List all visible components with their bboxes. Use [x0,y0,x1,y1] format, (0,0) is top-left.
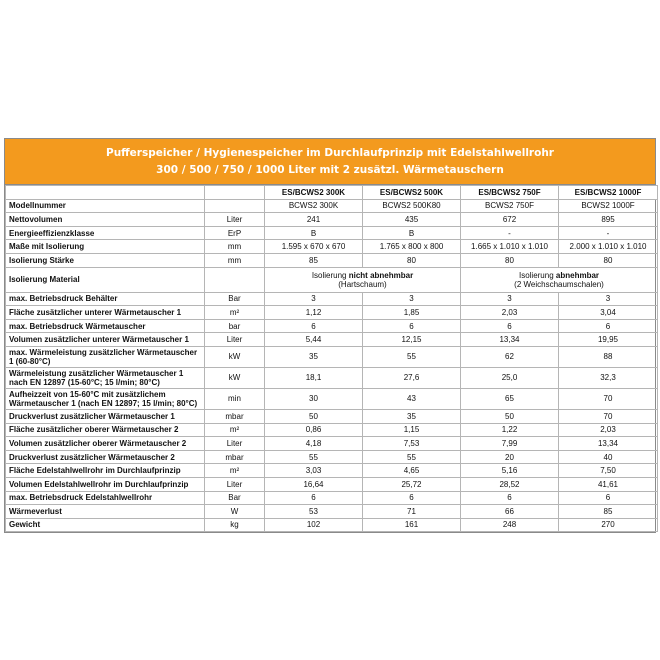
row-value: 7,99 [461,437,559,451]
row-value: 12,15 [363,333,461,347]
table-row [6,213,658,227]
row-label: Aufheizzeit von 15-60°C mit zusätzlichem Wärmetauscher 1 (nach EN 12897; 15 l/min; 80°C) [6,388,205,409]
row-unit: Bar [205,292,265,306]
isolation-fixed-prefix: Isolierung [311,270,349,280]
row-value: 2,03 [559,423,658,437]
table-row [6,253,658,267]
row-value: 1,12 [265,306,363,320]
isolation-removable-prefix: Isolierung [518,270,556,280]
row-value: 80 [363,253,461,267]
table-row [6,505,658,519]
header-empty-label [6,186,205,200]
isolation-removable-sub: (2 Weichschaumschalen) [514,279,604,289]
row-value: 6 [461,491,559,505]
row-value: 28,52 [461,477,559,491]
row-label: Druckverlust zusätzlicher Wärmetauscher 1 [6,409,205,423]
row-value: 55 [265,450,363,464]
row-value: 20 [461,450,559,464]
row-value: 1.595 x 670 x 670 [265,240,363,254]
table-row [6,518,658,532]
row-value: 55 [363,450,461,464]
header-empty-unit [205,186,265,200]
row-value: 71 [363,505,461,519]
row-value: BCWS2 1000F [559,199,658,213]
row-label: max. Betriebsdruck Edelstahlwellrohr [6,491,205,505]
row-value: 5,44 [265,333,363,347]
row-value: 6 [363,319,461,333]
row-value: 4,65 [363,464,461,478]
row-label: Volumen zusätzlicher oberer Wärmetauscher 2 [6,437,205,451]
row-label: Fläche zusätzlicher oberer Wärmetauscher 2 [6,423,205,437]
row-value: 3,04 [559,306,658,320]
row-value: - [461,226,559,240]
isolation-removable-cell [461,267,658,292]
row-value: 19,95 [559,333,658,347]
table-body-bottom [6,292,658,532]
row-value: 32,3 [559,367,658,388]
row-label: Volumen Edelstahlwellrohr im Durchlaufprinzip [6,477,205,491]
row-label: Nettovolumen [6,213,205,227]
table-row [6,333,658,347]
row-label: Volumen zusätzlicher unterer Wärmetauscher 1 [6,333,205,347]
row-value: 7,50 [559,464,658,478]
row-value: 1,22 [461,423,559,437]
row-value: 18,1 [265,367,363,388]
row-value: 27,6 [363,367,461,388]
table-row [6,491,658,505]
table-row [6,477,658,491]
table-row [6,240,658,254]
title-line-1: Pufferspeicher / Hygienespeicher im Durchlaufprinzip mit Edelstahlwellrohr [106,147,554,159]
row-unit: W [205,505,265,519]
row-value: 3 [559,292,658,306]
row-value: 248 [461,518,559,532]
row-value: 80 [559,253,658,267]
table-row [6,450,658,464]
row-value: 4,18 [265,437,363,451]
row-label: Fläche zusätzlicher unterer Wärmetauscher 1 [6,306,205,320]
table-row [6,367,658,388]
row-unit [205,199,265,213]
spec-table [5,185,658,532]
row-value: 6 [559,491,658,505]
row-value: 80 [461,253,559,267]
spec-sheet [4,138,656,533]
row-unit: Liter [205,437,265,451]
row-value: 0,86 [265,423,363,437]
row-unit: kg [205,518,265,532]
row-label: Fläche Edelstahlwellrohr im Durchlaufprinzip [6,464,205,478]
row-value: 35 [265,346,363,367]
row-value: 2.000 x 1.010 x 1.010 [559,240,658,254]
row-value: 50 [461,409,559,423]
row-value: 6 [461,319,559,333]
row-value: 62 [461,346,559,367]
isolation-removable-bold: abnehmbar [555,270,600,280]
table-row [6,437,658,451]
table-row [6,409,658,423]
title-banner [5,139,655,185]
row-value: BCWS2 300K [265,199,363,213]
row-unit: ErP [205,226,265,240]
row-label: Isolierung Material [6,267,205,292]
row-unit: m² [205,423,265,437]
row-value: 435 [363,213,461,227]
row-value: 40 [559,450,658,464]
row-unit: Liter [205,333,265,347]
table-row [6,346,658,367]
row-value: 43 [363,388,461,409]
row-value: 16,64 [265,477,363,491]
row-value: 70 [559,409,658,423]
column-header: ES/BCWS2 300K [265,186,363,200]
row-value: 1.765 x 800 x 800 [363,240,461,254]
row-value: 6 [265,491,363,505]
row-value: 895 [559,213,658,227]
row-value: 66 [461,505,559,519]
row-label: Maße mit Isolierung [6,240,205,254]
row-unit [205,267,265,292]
table-body-top [6,199,658,267]
table-header-row [6,186,658,200]
table-row [6,464,658,478]
row-value: 55 [363,346,461,367]
row-value: 1.665 x 1.010 x 1.010 [461,240,559,254]
row-unit: Liter [205,477,265,491]
row-value: 241 [265,213,363,227]
row-value: B [265,226,363,240]
row-label: max. Wärmeleistung zusätzlicher Wärmetauscher 1 (60-80°C) [6,346,205,367]
row-value: B [363,226,461,240]
row-unit: kW [205,346,265,367]
row-label: Wärmeverlust [6,505,205,519]
row-value: 13,34 [461,333,559,347]
row-value: - [559,226,658,240]
row-value: 161 [363,518,461,532]
row-value: 85 [559,505,658,519]
row-label: max. Betriebsdruck Behälter [6,292,205,306]
row-unit: mbar [205,450,265,464]
row-value: 70 [559,388,658,409]
table-row [6,267,658,292]
row-unit: bar [205,319,265,333]
row-unit: m² [205,464,265,478]
row-value: 3,03 [265,464,363,478]
row-value: 53 [265,505,363,519]
row-value: 672 [461,213,559,227]
row-label: Druckverlust zusätzlicher Wärmetauscher 2 [6,450,205,464]
table-row [6,199,658,213]
row-value: 65 [461,388,559,409]
row-value: BCWS2 500K80 [363,199,461,213]
row-label: Isolierung Stärke [6,253,205,267]
table-row [6,388,658,409]
isolation-section [6,267,658,292]
row-label: max. Betriebsdruck Wärmetauscher [6,319,205,333]
row-value: 3 [461,292,559,306]
column-header: ES/BCWS2 1000F [559,186,658,200]
row-value: 41,61 [559,477,658,491]
row-value: 25,72 [363,477,461,491]
row-value: 35 [363,409,461,423]
row-value: 5,16 [461,464,559,478]
table-row [6,292,658,306]
row-unit: Bar [205,491,265,505]
row-value: 30 [265,388,363,409]
row-unit: m² [205,306,265,320]
row-unit: kW [205,367,265,388]
row-value: 1,85 [363,306,461,320]
row-unit: min [205,388,265,409]
table-row [6,306,658,320]
isolation-fixed-bold: nicht abnehmbar [348,270,414,280]
row-value: 6 [265,319,363,333]
row-value: 2,03 [461,306,559,320]
row-value: 1,15 [363,423,461,437]
row-value: 85 [265,253,363,267]
table-row [6,423,658,437]
row-value: 3 [265,292,363,306]
column-header: ES/BCWS2 750F [461,186,559,200]
row-value: 6 [363,491,461,505]
row-label: Gewicht [6,518,205,532]
row-value: 270 [559,518,658,532]
row-value: 13,34 [559,437,658,451]
row-value: 25,0 [461,367,559,388]
row-value: BCWS2 750F [461,199,559,213]
row-value: 7,53 [363,437,461,451]
row-unit: mm [205,253,265,267]
table-row [6,319,658,333]
row-value: 3 [363,292,461,306]
row-unit: mbar [205,409,265,423]
row-value: 102 [265,518,363,532]
row-unit: mm [205,240,265,254]
table-row [6,226,658,240]
row-value: 88 [559,346,658,367]
row-unit: Liter [205,213,265,227]
row-value: 50 [265,409,363,423]
row-label: Wärmeleistung zusätzlicher Wärmetauscher 1 nach EN 12897 (15-60°C; 15 l/min; 80°C) [6,367,205,388]
isolation-fixed-sub: (Hartschaum) [338,279,387,289]
isolation-fixed-cell [265,267,461,292]
row-label: Energieeffizienzklasse [6,226,205,240]
column-header: ES/BCWS2 500K [363,186,461,200]
row-label: Modellnummer [6,199,205,213]
row-value: 6 [559,319,658,333]
title-line-2: 300 / 500 / 750 / 1000 Liter mit 2 zusätzl. Wärmetauschern [156,164,504,176]
